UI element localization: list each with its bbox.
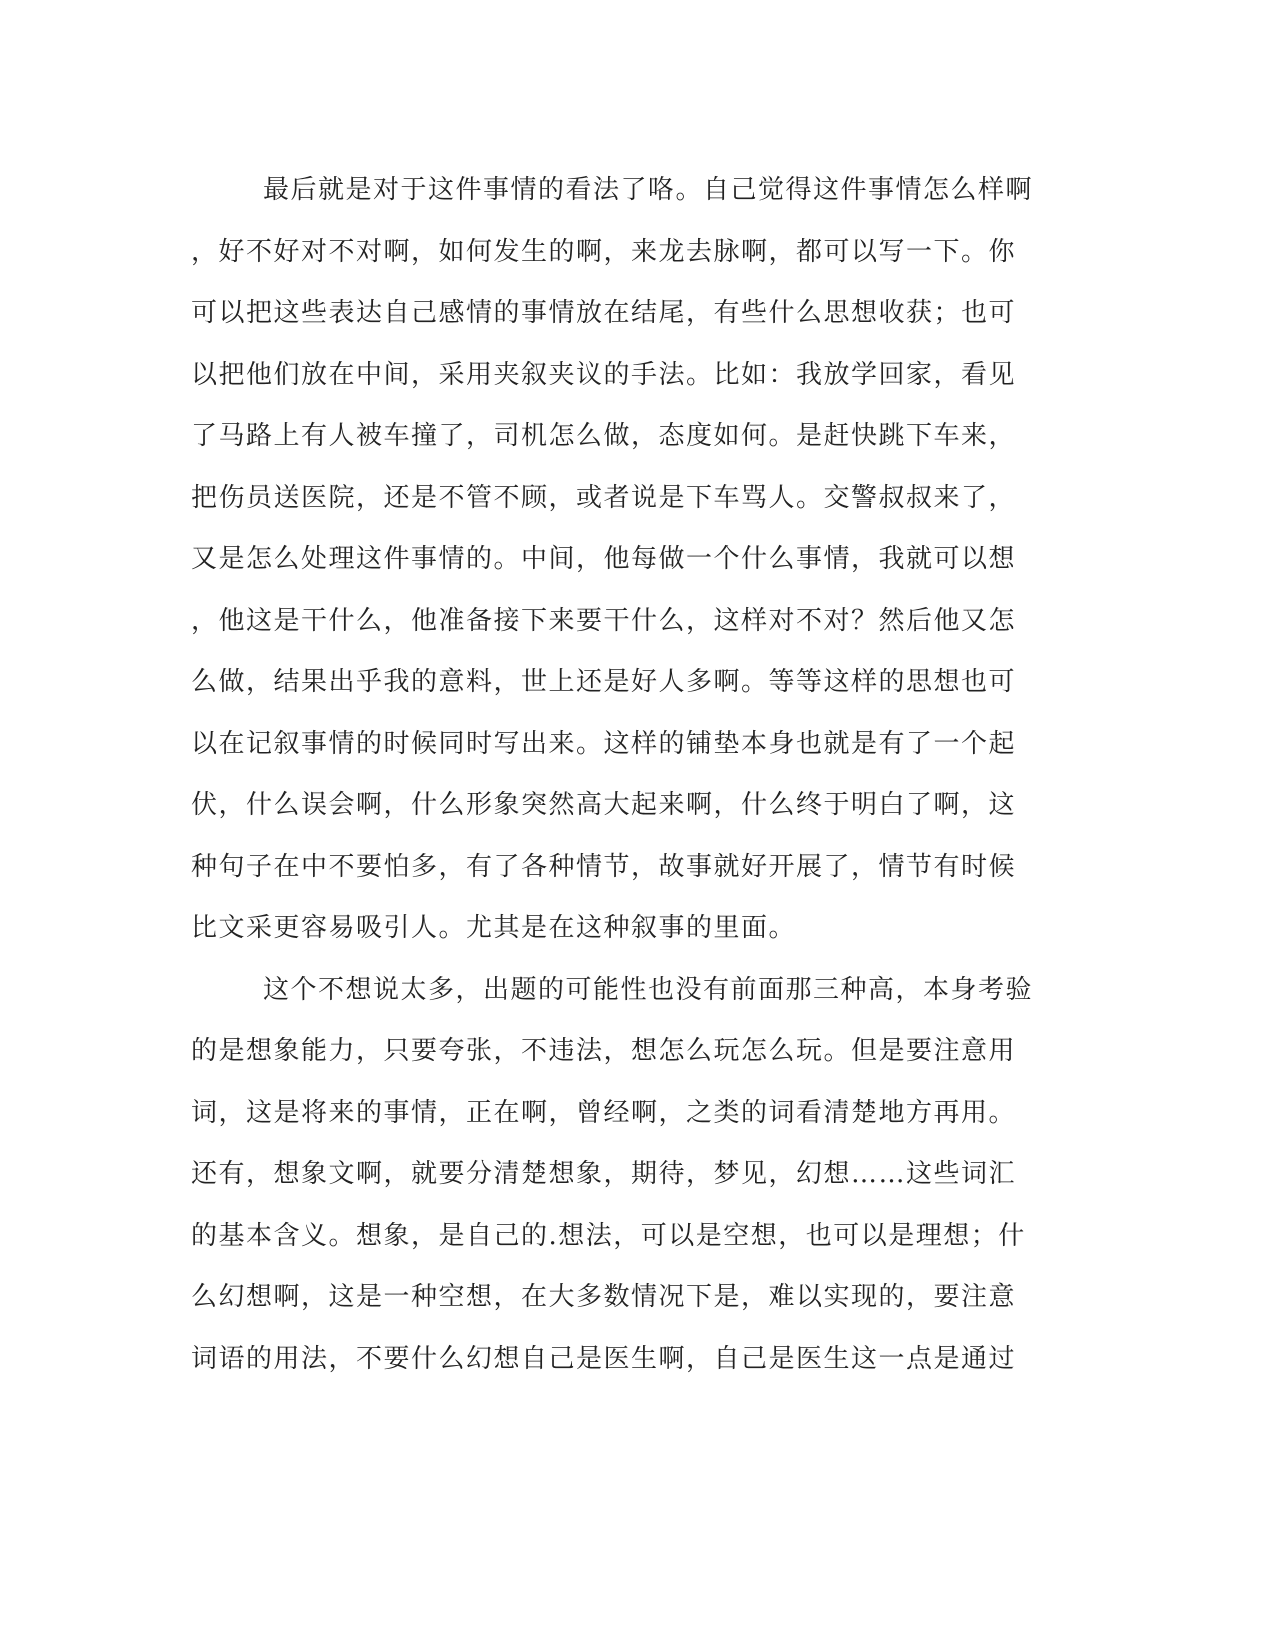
paragraph-2-line: 词语的用法，不要什么幻想自己是医生啊，自己是医生这一点是通过: [191, 1343, 1017, 1374]
paragraph-1-line: 伏，什么误会啊，什么形象突然高大起来啊，什么终于明白了啊，这: [191, 790, 1017, 820]
body-text: [191, 160, 1081, 1390]
paragraph-1-line: 可以把这些表达自己感情的事情放在结尾，有些什么思想收获；也可: [191, 298, 1017, 328]
paragraph-2-line: 还有，想象文啊，就要分清楚想象，期待，梦见，幻想……这些词汇: [191, 1159, 1017, 1189]
paragraph-1-line: 比文采更容易吸引人。尤其是在这种叙事的里面。: [191, 913, 797, 943]
paragraph-1-line: 又是怎么处理这件事情的。中间，他每做一个什么事情，我就可以想: [191, 544, 1017, 574]
paragraph-2-line: 这个不想说太多，出题的可能性也没有前面那三种高，本身考验: [263, 974, 1034, 1005]
paragraph-1-line: 以把他们放在中间，采用夹叙夹议的手法。比如：我放学回家，看见: [191, 359, 1017, 390]
paragraph-1-line: 么做，结果出乎我的意料，世上还是好人多啊。等等这样的思想也可: [191, 667, 1017, 697]
paragraph-2-line: 的基本含义。想象，是自己的.想法，可以是空想，也可以是理想；什: [191, 1220, 1026, 1251]
paragraph-2-line: 词，这是将来的事情，正在啊，曾经啊，之类的词看清楚地方再用。: [191, 1097, 1017, 1128]
paragraph-1-line: 种句子在中不要怕多，有了各种情节，故事就好开展了，情节有时候: [191, 851, 1017, 882]
paragraph-1-line: 把伤员送医院，还是不管不顾，或者说是下车骂人。交警叔叔来了，: [191, 482, 1017, 513]
paragraph-1-line: ，好不好对不对啊，如何发生的啊，来龙去脉啊，都可以写一下。你: [191, 236, 1017, 267]
paragraph-1-line: 最后就是对于这件事情的看法了咯。自己觉得这件事情怎么样啊: [263, 175, 1034, 205]
paragraph-1-line: 了马路上有人被车撞了，司机怎么做，态度如何。是赶快跳下车来，: [191, 421, 1017, 451]
paragraph-2-line: 么幻想啊，这是一种空想，在大多数情况下是，难以实现的，要注意: [191, 1282, 1017, 1312]
paragraph-1-line: 以在记叙事情的时候同时写出来。这样的铺垫本身也就是有了一个起: [191, 728, 1017, 759]
paragraph-2-line: 的是想象能力，只要夸张，不违法，想怎么玩怎么玩。但是要注意用: [191, 1036, 1017, 1066]
paragraph-1-line: ，他这是干什么，他准备接下来要干什么，这样对不对？然后他又怎: [191, 605, 1017, 636]
